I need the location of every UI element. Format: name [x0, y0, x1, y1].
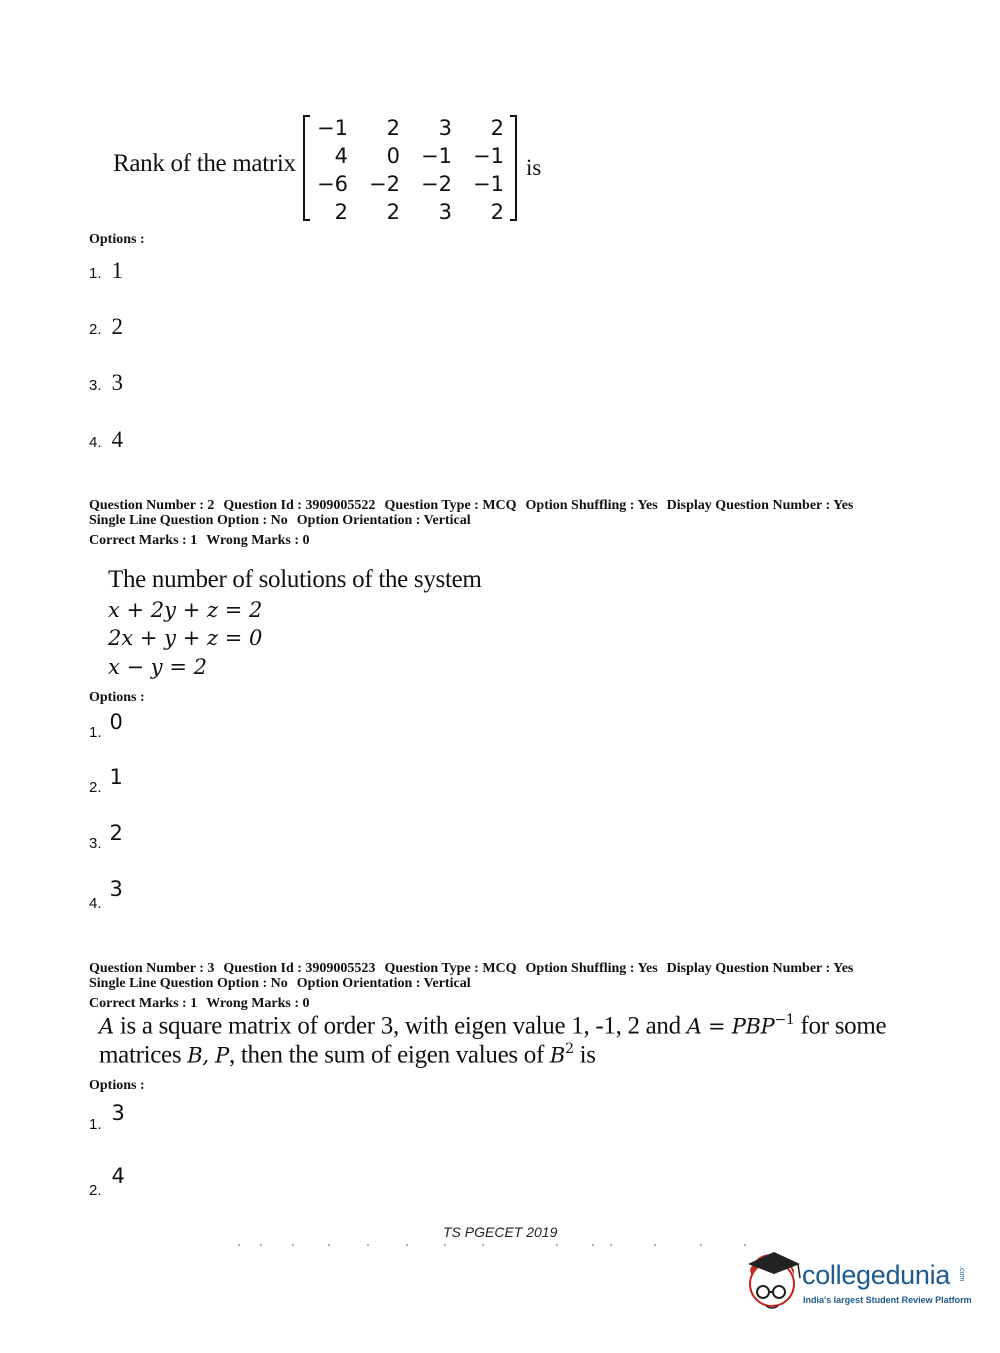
matrix-cell: −2	[421, 172, 452, 196]
meta-correct-marks: Correct Marks : 1	[89, 996, 198, 1011]
matrix-cell: 2	[386, 200, 400, 224]
q3-option-2[interactable]	[89, 1164, 125, 1199]
q3-options-label: Options :	[89, 1078, 145, 1093]
q3-stem-text: for some	[794, 1012, 887, 1040]
brand-name: collegedunia	[802, 1260, 951, 1290]
meta-marks	[89, 996, 862, 1011]
meta-option-shuffling: Option Shuffling : Yes	[525, 961, 658, 976]
q2-meta	[89, 498, 862, 548]
option-number: 4.	[89, 895, 102, 912]
q2-equation-3: x − y = 2	[108, 655, 207, 679]
option-value: 1	[111, 258, 124, 283]
matrix-table	[312, 114, 520, 226]
matrix-cell: 2	[386, 116, 400, 140]
q3-math-b: B	[549, 1043, 566, 1068]
meta-line	[89, 498, 862, 513]
q2-equation-2: 2x + y + z = 0	[108, 626, 263, 650]
meta-marks	[89, 533, 862, 548]
option-value: 4	[111, 427, 124, 452]
q1-options-label: Options :	[89, 232, 145, 247]
q2-stem: The number of solutions of the system	[108, 566, 482, 593]
meta-wrong-marks: Wrong Marks : 0	[206, 533, 310, 548]
matrix-cell: −1	[421, 144, 452, 168]
q2-equation-1: x + 2y + z = 2	[108, 598, 263, 622]
q3-stem-line-1	[99, 1012, 886, 1040]
matrix-cell: 2	[490, 116, 504, 140]
meta-question-number: Question Number : 3	[89, 961, 215, 976]
matrix-cell: −2	[369, 172, 400, 196]
option-number: 2.	[89, 321, 102, 338]
meta-display-number: Display Question Number : Yes	[666, 961, 854, 976]
matrix-row	[312, 142, 520, 170]
option-value: 2	[111, 314, 124, 339]
brand-suffix: .com	[958, 1266, 965, 1282]
meta-question-id: Question Id : 3909005522	[223, 498, 376, 513]
meta-line	[89, 961, 862, 976]
meta-question-number: Question Number : 2	[89, 498, 215, 513]
q1-option-2[interactable]	[89, 314, 123, 340]
q3-math-pbp: A = PBP	[686, 1014, 775, 1039]
q3-stem-text: , then the sum of eigen values of	[228, 1041, 550, 1069]
option-value: 3	[111, 1101, 125, 1125]
matrix-cell: 0	[386, 144, 400, 168]
meta-line	[89, 976, 862, 991]
q3-meta	[89, 961, 862, 1011]
option-value: 0	[109, 710, 123, 734]
q2-options-label: Options :	[89, 690, 145, 705]
q3-math-bp: B, P	[187, 1043, 229, 1068]
matrix-cell: −1	[317, 116, 348, 140]
q1-matrix	[300, 112, 520, 224]
option-number: 4.	[89, 434, 102, 451]
option-value: 3	[109, 877, 123, 901]
q2-option-1[interactable]	[89, 710, 123, 741]
matrix-row	[312, 198, 520, 226]
matrix-cell: 2	[490, 200, 504, 224]
meta-line	[89, 513, 862, 528]
option-number: 1.	[89, 724, 102, 741]
q3-math-square-exponent: 2	[565, 1041, 574, 1057]
option-number: 1.	[89, 265, 102, 282]
q2-option-3[interactable]	[89, 821, 123, 852]
q1-option-1[interactable]	[89, 258, 123, 284]
option-number: 3.	[89, 377, 102, 394]
q3-stem-text: matrices	[99, 1041, 188, 1069]
option-value: 3	[111, 370, 124, 395]
option-value: 1	[109, 765, 123, 789]
q1-stem-suffix: is	[526, 155, 542, 180]
option-value: 4	[111, 1164, 125, 1188]
meta-question-id: Question Id : 3909005523	[223, 961, 376, 976]
matrix-row	[312, 114, 520, 142]
option-number: 2.	[89, 779, 102, 796]
meta-single-line: Single Line Question Option : No	[89, 513, 288, 528]
meta-question-type: Question Type : MCQ	[384, 961, 517, 976]
q3-math-a: A	[99, 1014, 114, 1039]
meta-question-type: Question Type : MCQ	[384, 498, 517, 513]
q3-stem-text: is	[573, 1041, 596, 1069]
matrix-cell: 4	[334, 144, 348, 168]
q3-stem-line-2	[99, 1041, 596, 1069]
meta-orientation: Option Orientation : Vertical	[296, 976, 471, 991]
meta-orientation: Option Orientation : Vertical	[296, 513, 471, 528]
meta-wrong-marks: Wrong Marks : 0	[206, 996, 310, 1011]
q2-option-4[interactable]	[89, 877, 123, 912]
footer-dotted-line	[235, 1243, 765, 1247]
matrix-row	[312, 170, 520, 198]
q1-option-4[interactable]	[89, 427, 123, 453]
matrix-cell: −1	[473, 144, 504, 168]
matrix-cell: 3	[438, 200, 452, 224]
q1-option-3[interactable]	[89, 370, 123, 396]
option-number: 3.	[89, 835, 102, 852]
option-number: 1.	[89, 1116, 102, 1133]
meta-correct-marks: Correct Marks : 1	[89, 533, 198, 548]
matrix-cell: 3	[438, 116, 452, 140]
meta-display-number: Display Question Number : Yes	[666, 498, 854, 513]
option-value: 2	[109, 821, 123, 845]
footer-exam-title: TS PGECET 2019	[443, 1224, 558, 1240]
matrix-cell: −6	[317, 172, 348, 196]
matrix-cell: −1	[473, 172, 504, 196]
option-number: 2.	[89, 1182, 102, 1199]
q3-stem-text: is a square matrix of order 3, with eigen value 1, -1, 2 and	[113, 1012, 687, 1040]
q1-stem-prefix: Rank of the matrix	[113, 150, 296, 177]
brand-tagline: India's largest Student Review Platform	[803, 1295, 972, 1305]
meta-option-shuffling: Option Shuffling : Yes	[525, 498, 658, 513]
matrix-cell: 2	[334, 200, 348, 224]
meta-single-line: Single Line Question Option : No	[89, 976, 288, 991]
q3-math-inverse-exponent: −1	[774, 1012, 795, 1028]
q3-option-1[interactable]	[89, 1101, 125, 1133]
q2-option-2[interactable]	[89, 765, 123, 796]
